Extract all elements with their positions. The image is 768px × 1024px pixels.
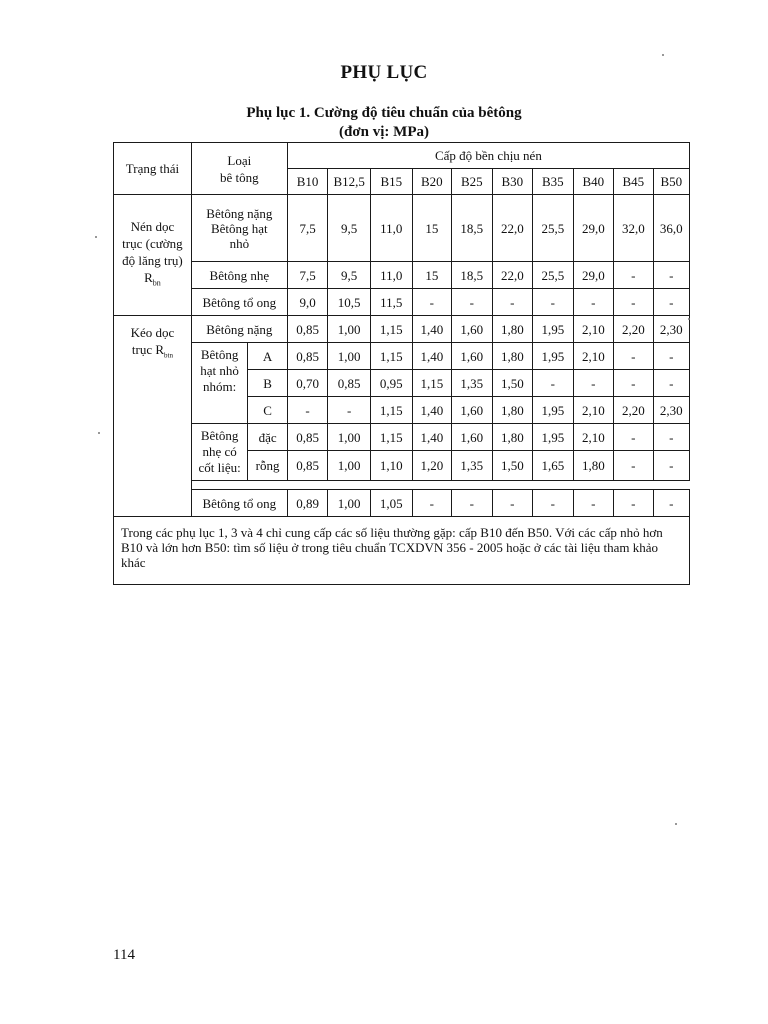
grade-header: B10	[287, 169, 328, 195]
value-cell: 1,60	[452, 343, 493, 370]
value-cell: -	[614, 451, 653, 481]
header-concrete-type-line1: Loại	[227, 152, 252, 168]
value-cell: 1,35	[452, 370, 493, 397]
header-concrete-type-line2: bê tông	[220, 169, 259, 185]
table-row	[114, 195, 690, 262]
sub-type-label: A	[248, 343, 287, 370]
value-cell: 0,85	[287, 451, 328, 481]
value-cell: -	[573, 289, 614, 316]
tension-symbol-sub: btn	[164, 351, 173, 360]
value-cell: 9,0	[287, 289, 328, 316]
value-cell: 0,85	[328, 370, 371, 397]
value-cell: 11,0	[371, 262, 413, 289]
page-heading: PHỤ LỤC	[340, 62, 428, 83]
value-cell: -	[328, 397, 371, 424]
grade-header: B12,5	[328, 169, 371, 195]
value-cell: 1,15	[371, 424, 413, 451]
value-cell: 1,80	[573, 451, 614, 481]
value-cell: 2,20	[614, 316, 653, 343]
tension-state-cell	[114, 316, 192, 517]
value-cell: 1,40	[412, 397, 451, 424]
value-cell: -	[653, 451, 689, 481]
note-row	[114, 517, 690, 585]
value-cell: 1,00	[328, 490, 371, 517]
value-cell: 1,05	[371, 490, 413, 517]
value-cell: 2,10	[573, 397, 614, 424]
value-cell: 18,5	[452, 262, 493, 289]
value-cell: -	[653, 490, 689, 517]
value-cell: 0,70	[287, 370, 328, 397]
value-cell: -	[533, 490, 574, 517]
value-cell: 0,89	[287, 490, 328, 517]
page-number: 114	[113, 947, 135, 963]
header-concrete-type	[191, 143, 287, 195]
row-type-label: Bêtông tổ ong	[191, 289, 287, 316]
value-cell: 25,5	[533, 195, 574, 262]
value-cell: -	[573, 370, 614, 397]
type-line1: Bêtông nặng	[206, 205, 273, 221]
value-cell: -	[614, 424, 653, 451]
appendix-title-line1: Phụ lục 1. Cường độ tiêu chuẩn của bêtông	[246, 105, 522, 121]
fine-group-line2: hạt nhỏ	[200, 363, 239, 378]
value-cell: 32,0	[614, 195, 653, 262]
value-cell: -	[452, 289, 493, 316]
value-cell: 11,0	[371, 195, 413, 262]
value-cell: 1,95	[533, 343, 574, 370]
type-line2: Bêtông hạt	[210, 220, 268, 236]
value-cell: -	[287, 397, 328, 424]
value-cell: 1,40	[412, 316, 451, 343]
value-cell: 1,60	[452, 397, 493, 424]
speck	[95, 236, 97, 238]
value-cell: -	[452, 490, 493, 517]
value-cell: 2,10	[573, 424, 614, 451]
tension-state-line1: Kéo dọc	[130, 325, 175, 340]
table-row	[114, 424, 690, 451]
light-group-label	[191, 424, 248, 481]
value-cell: 1,15	[371, 397, 413, 424]
value-cell: 1,50	[492, 451, 533, 481]
value-cell: -	[614, 370, 653, 397]
value-cell: -	[533, 370, 574, 397]
compression-state-line2: trục (cường	[122, 236, 183, 252]
fine-group-line1: Bêtông	[200, 347, 239, 362]
grade-header: B35	[533, 169, 574, 195]
spacer-cell	[191, 481, 689, 490]
value-cell: -	[492, 490, 533, 517]
tension-symbol: R	[155, 342, 165, 357]
value-cell: -	[412, 490, 451, 517]
value-cell: 1,00	[328, 451, 371, 481]
value-cell: 1,00	[328, 424, 371, 451]
compression-state-line3: độ lăng trụ)	[122, 253, 183, 269]
value-cell: 25,5	[533, 262, 574, 289]
value-cell: -	[533, 289, 574, 316]
value-cell: 1,15	[412, 370, 451, 397]
value-cell: 2,20	[614, 397, 653, 424]
compression-symbol: R	[144, 270, 153, 286]
speck	[688, 318, 690, 320]
table-row	[114, 343, 690, 370]
row-type-label: Bêtông nặng	[191, 316, 287, 343]
value-cell: 1,10	[371, 451, 413, 481]
compression-state-line1: Nén dọc	[130, 219, 175, 235]
speck	[675, 823, 677, 825]
value-cell: 1,80	[492, 397, 533, 424]
value-cell: 1,65	[533, 451, 574, 481]
value-cell: -	[614, 343, 653, 370]
value-cell: 1,35	[452, 451, 493, 481]
value-cell: 1,40	[412, 424, 451, 451]
value-cell: 0,85	[287, 424, 328, 451]
value-cell: -	[653, 424, 689, 451]
appendix-title	[0, 104, 768, 142]
value-cell: 1,15	[371, 316, 413, 343]
grade-header: B50	[653, 169, 689, 195]
value-cell: 1,95	[533, 316, 574, 343]
value-cell: 0,85	[287, 343, 328, 370]
speck	[662, 54, 664, 56]
grade-header: B40	[573, 169, 614, 195]
value-cell: 1,00	[328, 316, 371, 343]
value-cell: -	[614, 490, 653, 517]
sub-type-label: B	[248, 370, 287, 397]
compression-state-cell	[114, 195, 192, 316]
value-cell: 9,5	[328, 262, 371, 289]
grade-header: B45	[614, 169, 653, 195]
row-type-label: Bêtông tổ ong	[191, 490, 287, 517]
value-cell: -	[653, 343, 689, 370]
light-group-line3: cốt liệu:	[198, 460, 241, 475]
value-cell: 7,5	[287, 195, 328, 262]
value-cell: 7,5	[287, 262, 328, 289]
spacer-row	[114, 481, 690, 490]
tension-state-line2: trục	[131, 342, 153, 357]
fine-group-line3: nhóm:	[202, 379, 237, 394]
value-cell: 11,5	[371, 289, 413, 316]
value-cell: 29,0	[573, 262, 614, 289]
grade-header: B25	[452, 169, 493, 195]
value-cell: 1,60	[452, 316, 493, 343]
table-row	[114, 316, 690, 343]
value-cell: 2,30	[653, 316, 689, 343]
appendix-title-unit: (đơn vị: MPa)	[339, 124, 429, 140]
type-line3: nhỏ	[229, 235, 250, 251]
value-cell: 1,80	[492, 316, 533, 343]
note-text: Trong các phụ lục 1, 3 và 4 chỉ cung cấp các số liệu thường gặp: cấp B10 đến B50. Với các cấp nhỏ hơn B10 và lớn hơn B50: tìm số liệu ở trong tiêu chuẩn TCXDVN 356 - 2005 hoặc ở các tài liệu tham khảo khác	[114, 517, 690, 585]
value-cell: 15	[412, 195, 451, 262]
table-row	[114, 490, 690, 517]
value-cell: -	[653, 262, 689, 289]
value-cell: 0,85	[287, 316, 328, 343]
compression-symbol-sub: bn	[152, 278, 161, 288]
value-cell: -	[653, 370, 689, 397]
value-cell: 1,20	[412, 451, 451, 481]
fine-group-label	[191, 343, 248, 424]
value-cell: 1,00	[328, 343, 371, 370]
value-cell: 1,15	[371, 343, 413, 370]
sub-type-label: đặc	[248, 424, 287, 451]
grade-header: B30	[492, 169, 533, 195]
table-body	[114, 143, 690, 585]
value-cell: 9,5	[328, 195, 371, 262]
value-cell: 29,0	[573, 195, 614, 262]
value-cell: 1,40	[412, 343, 451, 370]
value-cell: 22,0	[492, 262, 533, 289]
value-cell: 1,80	[492, 343, 533, 370]
value-cell: 10,5	[328, 289, 371, 316]
light-group-line2: nhẹ có	[202, 444, 237, 459]
value-cell: 2,10	[573, 316, 614, 343]
row-type-label	[191, 195, 287, 262]
value-cell: 2,10	[573, 343, 614, 370]
header-state: Trạng thái	[114, 143, 192, 195]
value-cell: 18,5	[452, 195, 493, 262]
value-cell: 1,50	[492, 370, 533, 397]
grade-header: B15	[371, 169, 413, 195]
value-cell: 1,95	[533, 397, 574, 424]
grade-header: B20	[412, 169, 451, 195]
header-row	[114, 143, 690, 169]
concrete-strength-table	[113, 142, 690, 585]
header-grade-group: Cấp độ bền chịu nén	[287, 143, 689, 169]
row-type-label: Bêtông nhẹ	[191, 262, 287, 289]
value-cell: 0,95	[371, 370, 413, 397]
value-cell: 22,0	[492, 195, 533, 262]
value-cell: 36,0	[653, 195, 689, 262]
sub-type-label: rỗng	[248, 451, 287, 481]
table-row	[114, 262, 690, 289]
speck	[98, 432, 100, 434]
value-cell: 2,30	[653, 397, 689, 424]
value-cell: -	[653, 289, 689, 316]
table-row	[114, 289, 690, 316]
value-cell: -	[492, 289, 533, 316]
value-cell: 1,60	[452, 424, 493, 451]
value-cell: -	[573, 490, 614, 517]
value-cell: 1,95	[533, 424, 574, 451]
value-cell: -	[412, 289, 451, 316]
value-cell: -	[614, 262, 653, 289]
sub-type-label: C	[248, 397, 287, 424]
value-cell: -	[614, 289, 653, 316]
value-cell: 15	[412, 262, 451, 289]
light-group-line1: Bêtông	[200, 428, 239, 443]
value-cell: 1,80	[492, 424, 533, 451]
